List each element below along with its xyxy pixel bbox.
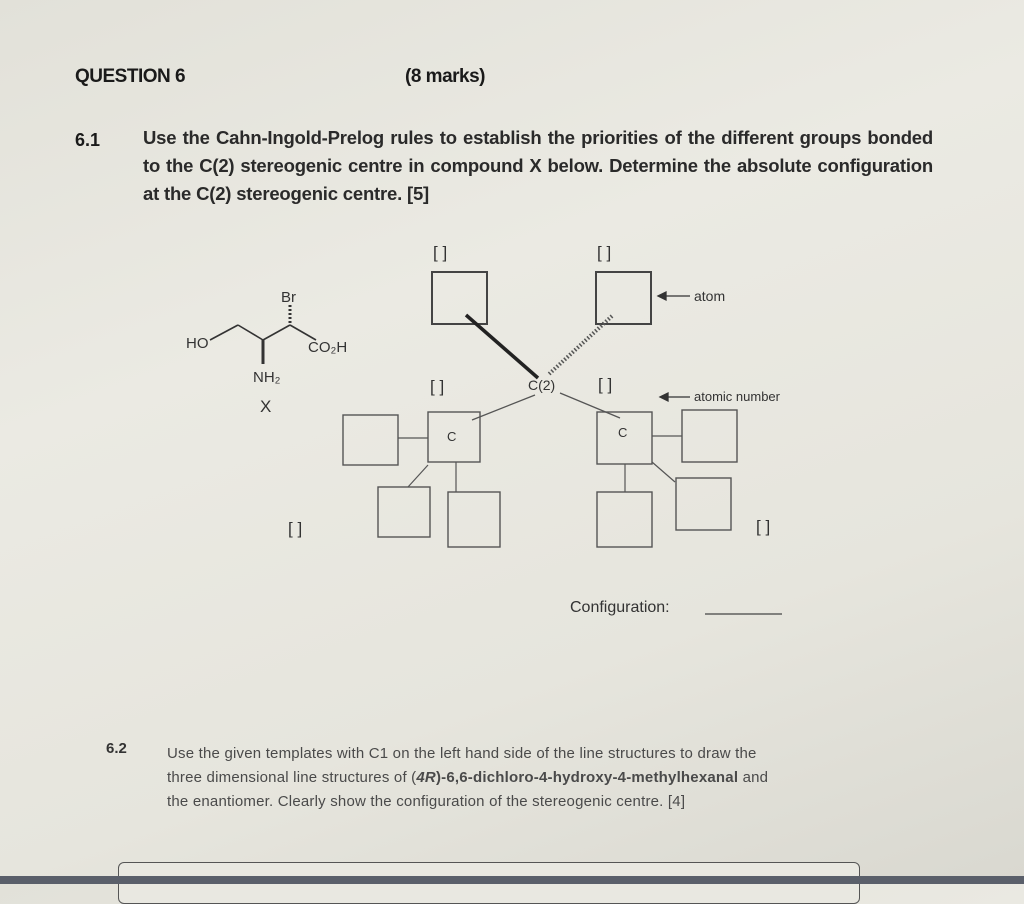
mid-right-bracket: [ ] [598, 375, 613, 394]
mid-left-bracket: [ ] [430, 377, 445, 396]
right-bottom-box-2[interactable] [676, 478, 731, 530]
right-bond [560, 393, 620, 418]
nh2-label: NH₂ [253, 369, 281, 386]
top-left-atom-box[interactable] [432, 272, 487, 324]
atomic-number-note: atomic number [694, 389, 780, 404]
question-6-1-text: Use the Cahn-Ingold-Prelog rules to establish the priorities of the different groups bonded to the C(2) stereogenic centre in compound X below. Determine the absolute configuration at the C(2) stereogenic centre. [5] [143, 127, 933, 204]
question-6-2-line-1: Use the given templates with C1 on the left hand side of the line structures to draw the [167, 745, 757, 762]
left-bond [472, 395, 535, 420]
left-substituent-box[interactable] [343, 415, 398, 465]
line-2-pre: three dimensional line structures of ( [167, 769, 417, 786]
bottom-left-bracket: [ ] [288, 519, 303, 538]
screen-bottom-bar [0, 876, 1024, 884]
line-2-italic: 4R [416, 769, 436, 786]
question-6-2-line-2 [167, 766, 907, 790]
right-carbon-label: C [618, 425, 628, 440]
wedge-bond [466, 315, 538, 378]
question-marks: (8 marks) [405, 66, 485, 87]
br-label: Br [281, 289, 296, 306]
co2h-label: CO₂H [308, 339, 348, 356]
compound-x-label: X [260, 397, 272, 416]
atom-note: atom [694, 288, 726, 304]
left-bottom-box-2[interactable] [448, 492, 500, 547]
molecule-x [210, 305, 316, 364]
question-6-2-number: 6.2 [106, 740, 127, 757]
configuration-label: Configuration: [570, 599, 670, 616]
question-title: QUESTION 6 [75, 66, 186, 87]
question-6-2-text [167, 742, 907, 814]
right-link-3 [652, 462, 675, 482]
atomic-number-arrow [660, 393, 690, 401]
top-right-atom-box[interactable] [596, 272, 651, 324]
left-bottom-box-1[interactable] [378, 487, 430, 537]
bottom-right-bracket: [ ] [756, 517, 771, 536]
question-6-2-line-3: the enantiomer. Clearly show the configuration of the stereogenic centre. [4] [167, 793, 686, 810]
atom-arrow [658, 292, 690, 300]
right-substituent-box[interactable] [682, 410, 737, 462]
question-6-1-number: 6.1 [75, 130, 101, 150]
left-carbon-label: C [447, 429, 457, 444]
line-2-bold: )-6,6-dichloro-4-hydroxy-4-methylhexanal [435, 769, 739, 786]
left-link-2 [408, 465, 428, 487]
top-right-bracket: [ ] [597, 243, 612, 262]
top-left-bracket: [ ] [433, 243, 448, 262]
line-2-post: and [738, 769, 769, 786]
right-bottom-box-1[interactable] [597, 492, 652, 547]
ho-label: HO [186, 335, 209, 352]
c2-center-label: C(2) [528, 377, 556, 393]
